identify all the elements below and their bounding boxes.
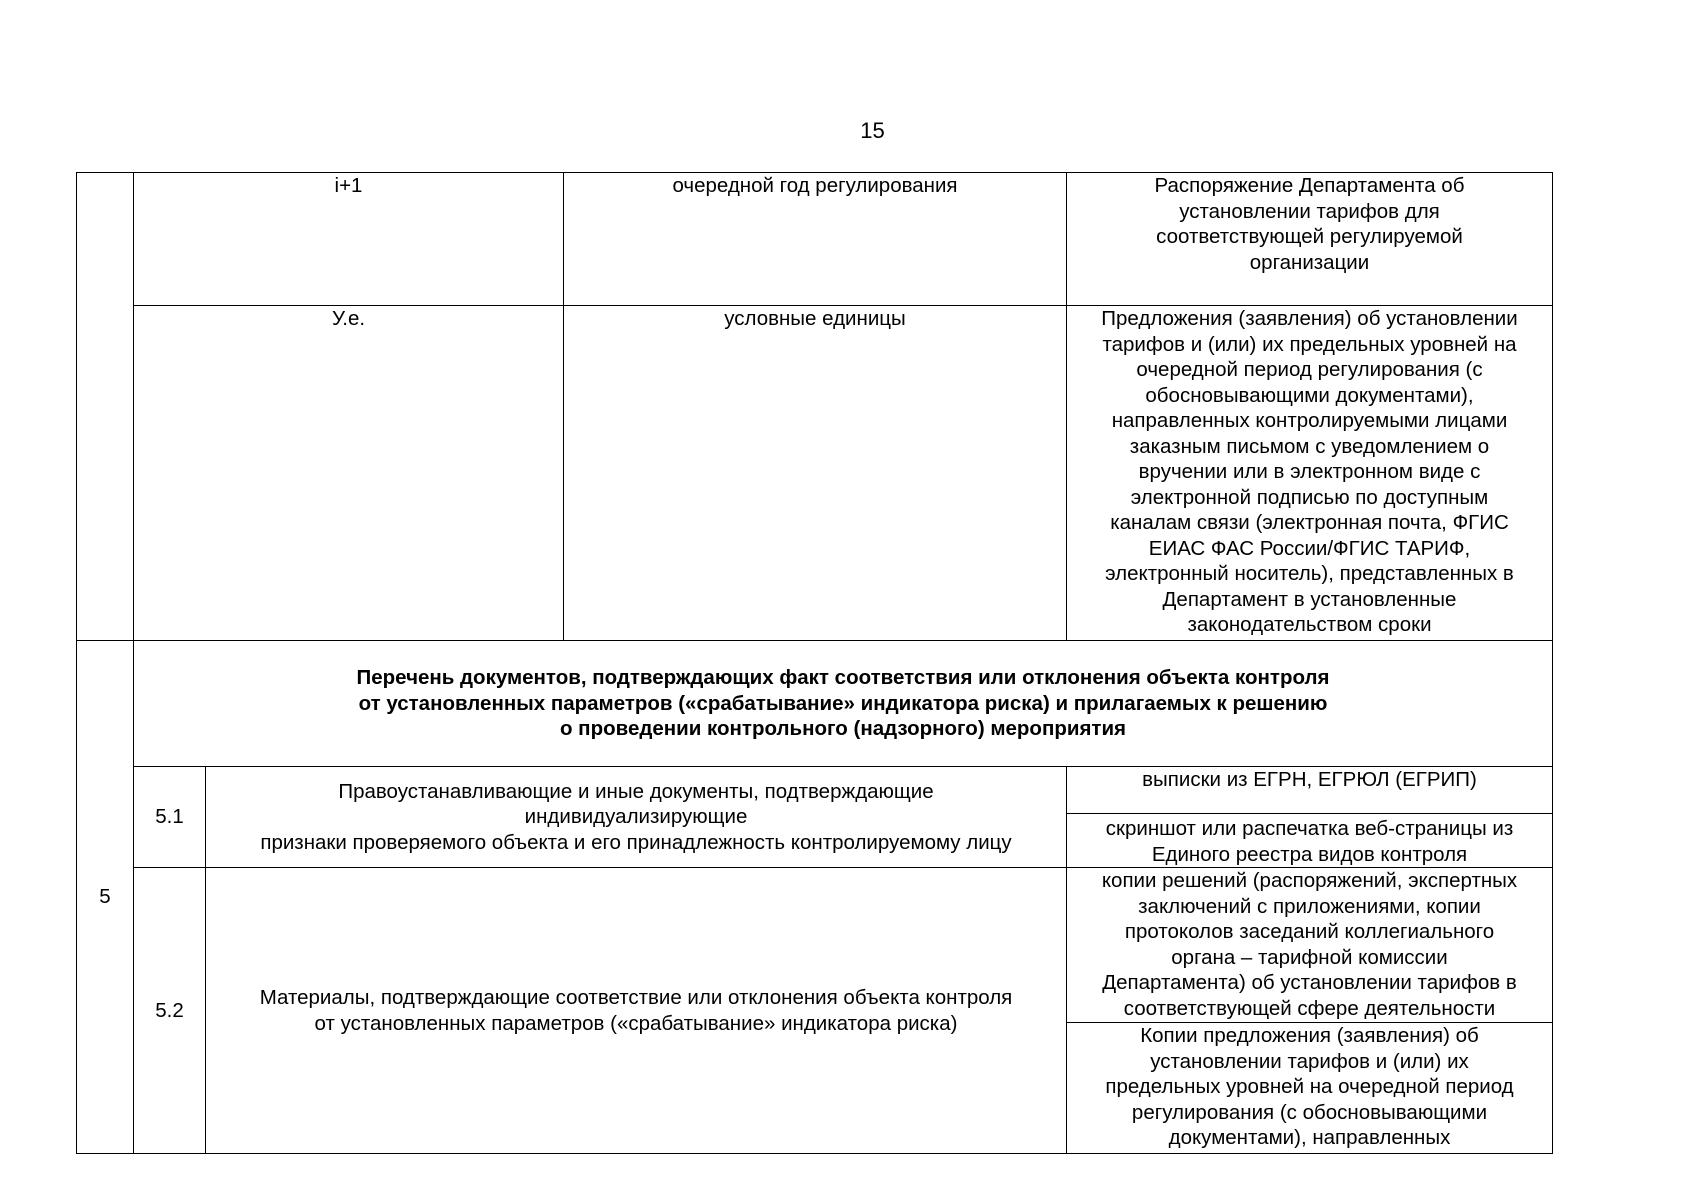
section-heading: Перечень документов, подтверждающих факт соответствия или отклонения объекта контроля от установленных параметров («срабатывание» индикатора риска) и прилагаемых к решению о проведении контрольного (надзорного) мероприятия <box>134 641 1553 767</box>
item-description-5-1: Правоустанавливающие и иные документы, подтверждающие индивидуализирующие признаки проверяемого объекта и его принадлежность контролируемому лицу <box>206 767 1067 868</box>
doc-cell: скриншот или распечатка веб-страницы из Единого реестра видов контроля <box>1067 814 1553 868</box>
section-heading-row <box>77 641 1553 767</box>
item-description-5-2: Материалы, подтверждающие соответствие или отклонения объекта контроля от установленных параметров («срабатывание» индикатора риска) <box>206 868 1067 1154</box>
section-number-cell: 5 <box>77 641 134 1154</box>
source-cell: Предложения (заявления) об установлении тарифов и (или) их предельных уровней на очередной период регулирования (с обосновывающими документами), направленных контролируемыми лицами заказным письмом с уведомлением о вручении или в электронном виде с электронной подписью по доступным каналам связи (электронная почта, ФГИС ЕИАС ФАС России/ФГИС ТАРИФ, электронный носитель), представленных в Департамент в установленные законодательством сроки <box>1067 306 1553 641</box>
item-number-5-1: 5.1 <box>134 767 206 868</box>
doc-cell: Копии предложения (заявления) об установлении тарифов и (или) их предельных уровней на очередной период регулирования (с обосновывающими документами), направленных <box>1067 1023 1553 1154</box>
symbol-cell: i+1 <box>134 173 564 306</box>
description-cell: условные единицы <box>564 306 1067 641</box>
indicator-table <box>76 172 1553 1154</box>
description-cell: очередной год регулирования <box>564 173 1067 306</box>
table-row-5-1a <box>77 767 1553 814</box>
empty-number-cell <box>77 173 134 641</box>
doc-cell: копии решений (распоряжений, экспертных заключений с приложениями, копии протоколов заседаний коллегиального органа – тарифной комиссии Департамента) об установлении тарифов в соответствующей сфере деятельности <box>1067 868 1553 1023</box>
page-number: 15 <box>860 118 885 143</box>
doc-cell: выписки из ЕГРН, ЕГРЮЛ (ЕГРИП) <box>1067 767 1553 814</box>
table-row-ue <box>77 306 1553 641</box>
table-row-i-plus-1 <box>77 173 1553 306</box>
item-number-5-2: 5.2 <box>134 868 206 1154</box>
symbol-cell: У.е. <box>134 306 564 641</box>
source-cell: Распоряжение Департамента об установлении тарифов для соответствующей регулируемой организации <box>1067 173 1553 306</box>
table-row-5-2a <box>77 868 1553 1023</box>
